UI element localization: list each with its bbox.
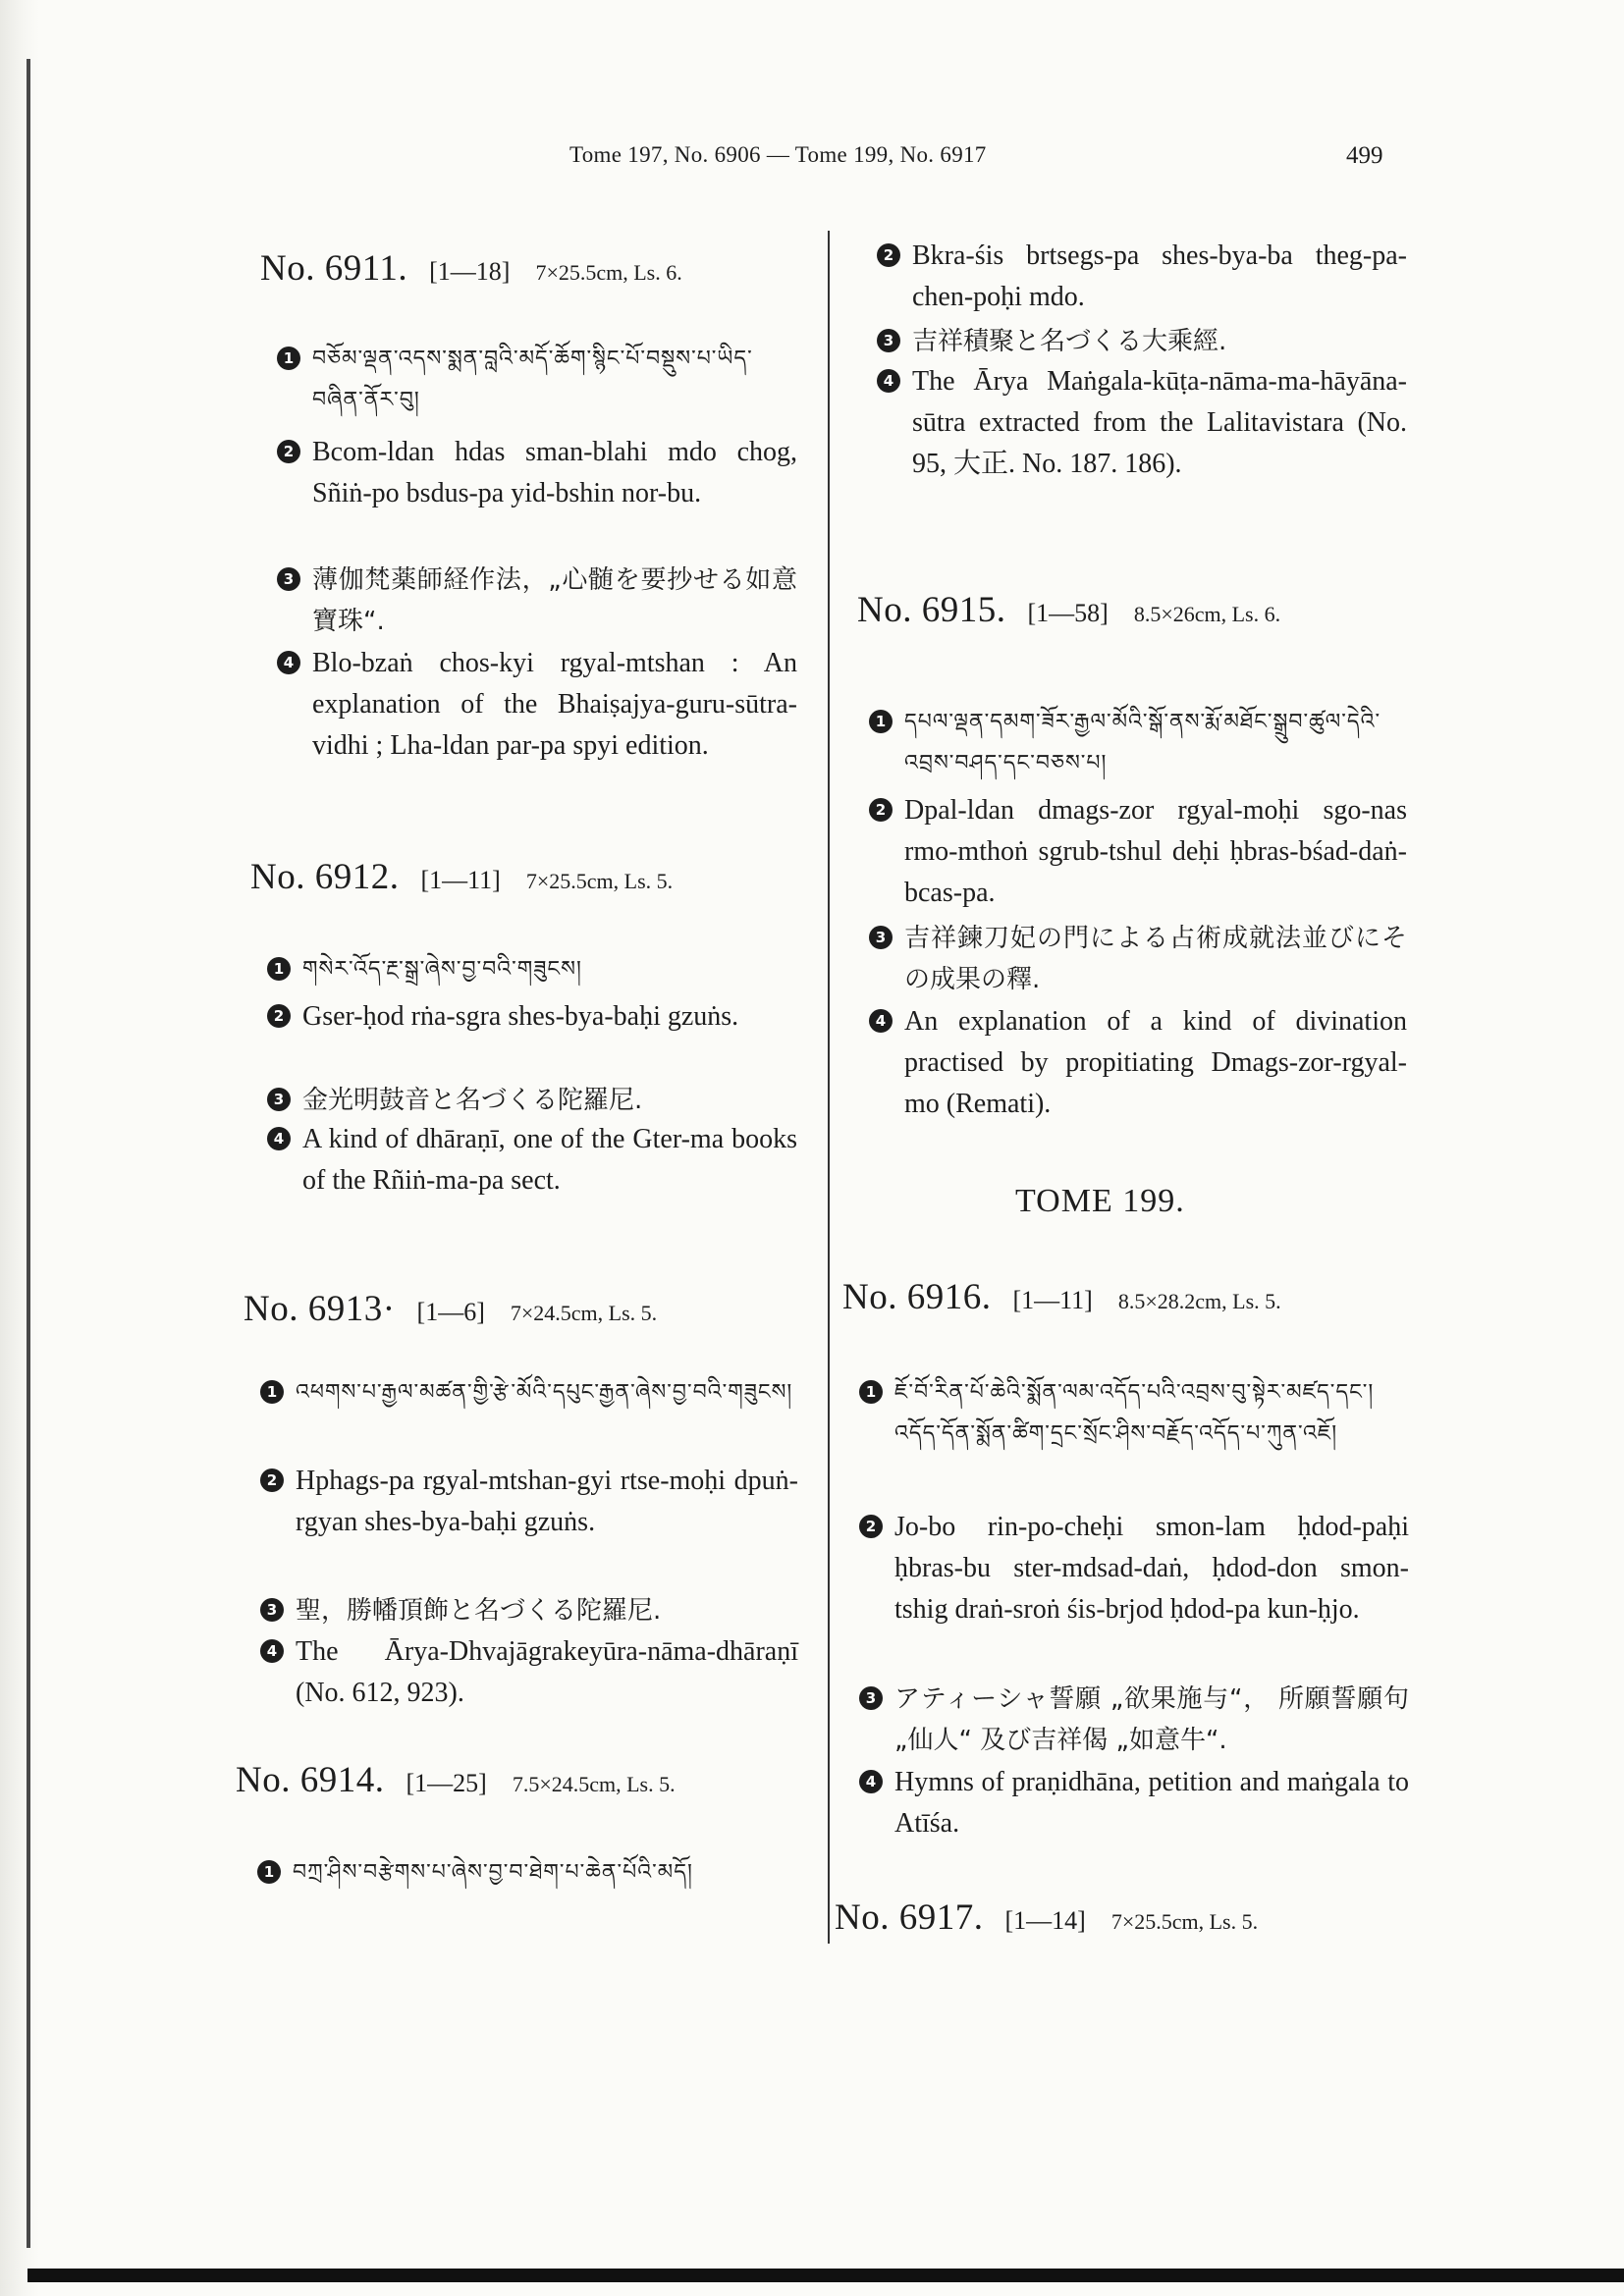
dimensions: 7×24.5cm, Ls. 5. <box>510 1301 658 1325</box>
dimensions: 7×25.5cm, Ls. 5. <box>525 869 674 893</box>
marker-1-icon: 1 <box>869 710 893 733</box>
dimensions: 8.5×28.2cm, Ls. 5. <box>1117 1289 1281 1313</box>
entry-6915-english <box>869 1001 1407 1125</box>
entry-6911-english <box>277 643 797 767</box>
entry-6916-tibetan <box>859 1372 1409 1455</box>
entry-6912-transliteration <box>267 996 797 1038</box>
transliteration: Bcom-ldan hdas sman-blahi mdo chog, Sñiṅ-po bsdus-pa yid-bshin nor-bu. <box>312 437 797 508</box>
marker-2-icon: 2 <box>869 798 893 822</box>
transliteration: Gser-ḥod rṅa-sgra shes-bya-baḥi gzuṅs. <box>302 1001 739 1032</box>
japanese-title: 金光明鼓音と名づくる陀羅尼. <box>302 1086 643 1115</box>
entry-6912-heading <box>250 856 673 898</box>
marker-2-icon: 2 <box>277 440 300 463</box>
column-divider <box>828 231 830 1944</box>
marker-1-icon: 1 <box>257 1860 281 1884</box>
marker-1-icon: 1 <box>267 957 291 981</box>
tibetan-title: བཀྲ་ཤིས་བརྩེགས་པ་ཞེས་བྱ་བ་ཐེག་པ་ཆེན་པོའི་མདོ། <box>293 1860 693 1885</box>
english-description: A kind of dhāraṇī, one of the Gter-ma books of the Rñiṅ-ma-pa sect. <box>302 1124 797 1196</box>
entry-6912-japanese <box>267 1080 797 1121</box>
english-description: Blo-bzaṅ chos-kyi rgyal-mtshan : An explanation of the Bhaiṣajya-guru-sūtra-vidhi ; Lha-ldan par-pa spyi edition. <box>312 648 797 761</box>
japanese-title: 吉祥積聚と名づくる大乘經. <box>912 327 1227 356</box>
marker-3-icon: 3 <box>277 567 300 591</box>
entry-6914-japanese <box>877 321 1407 362</box>
marker-4-icon: 4 <box>260 1639 284 1663</box>
entry-6916-heading <box>842 1276 1281 1318</box>
page-bottom-edge <box>27 2269 1624 2282</box>
entry-6913-japanese <box>260 1590 798 1631</box>
transliteration: Bkra-śis brtsegs-pa shes-bya-ba theg-pa-chen-poḥi mdo. <box>912 240 1407 312</box>
japanese-title: 吉祥鍊刀妃の門による占術成就法並びにその成果の釋. <box>904 924 1407 994</box>
entry-number: No. 6913· <box>244 1289 396 1329</box>
marker-1-icon: 1 <box>260 1380 284 1404</box>
entry-6914-english <box>877 361 1407 485</box>
entry-number: No. 6916. <box>842 1277 992 1317</box>
dimensions: 7.5×24.5cm, Ls. 5. <box>512 1772 676 1796</box>
entry-6911-transliteration <box>277 432 797 514</box>
english-description: The Ārya Maṅgala-kūṭa-nāma-ma-hāyāna-sūtra extracted from the Lalitavistara (No. 95, 大正. No. 187. 186). <box>912 366 1407 479</box>
japanese-title: 薄伽梵薬師経作法，„心髄を要抄せる如意寶珠“. <box>312 565 797 636</box>
entry-6912-english <box>267 1119 797 1201</box>
folio-range: [1—18] <box>429 257 511 286</box>
entry-6913-heading <box>244 1288 657 1330</box>
marker-2-icon: 2 <box>267 1004 291 1028</box>
marker-3-icon: 3 <box>260 1598 284 1622</box>
entry-number: No. 6912. <box>250 857 400 897</box>
marker-3-icon: 3 <box>869 926 893 949</box>
entry-number: No. 6911. <box>260 248 408 289</box>
english-description: The Ārya-Dhvajāgrakeyūra-nāma-dhāraṇī (No. 612, 923). <box>296 1636 798 1708</box>
english-description: Hymns of praṇidhāna, petition and maṅgala to Atīśa. <box>894 1767 1409 1839</box>
entry-6914-tibetan <box>257 1852 797 1894</box>
entry-6916-transliteration <box>859 1507 1409 1630</box>
entry-6914-transliteration <box>877 236 1407 318</box>
marker-3-icon: 3 <box>877 329 900 352</box>
folio-range: [1—14] <box>1004 1906 1086 1935</box>
marker-3-icon: 3 <box>859 1686 883 1710</box>
folio-range: [1—25] <box>406 1769 487 1797</box>
tibetan-title: འཕགས་པ་རྒྱལ་མཚན་གྱི་རྩེ་མོའི་དཔུང་རྒྱན་ཞེས་བྱ་བའི་གཟུངས། <box>296 1380 793 1405</box>
folio-range: [1—58] <box>1027 599 1109 627</box>
transliteration: Jo-bo rin-po-cheḥi smon-lam ḥdod-paḥi ḥbras-bu ster-mdsad-daṅ, ḥdod-don smon-tshig draṅ-sroṅ śis-brjod ḥdod-pa kun-ḥjo. <box>894 1512 1409 1625</box>
marker-4-icon: 4 <box>877 369 900 393</box>
transliteration: Dpal-ldan dmags-zor rgyal-moḥi sgo-nas rmo-mthoṅ sgrub-tshul deḥi ḥbras-bśad-daṅ-bcas-pa. <box>904 795 1407 908</box>
entry-6913-transliteration <box>260 1461 798 1543</box>
tibetan-title: ཇོ་བོ་རིན་པོ་ཆེའི་སྨོན་ལམ་འདོད་པའི་འབྲས་བུ་སྟེར་མཛད་དང་། འདོད་དོན་སྨོན་ཚིག་དྲང་སྲོང་ཤིས་བརྗོད་འདོད་པ་ཀུན་འཇོ། <box>894 1380 1375 1446</box>
dimensions: 7×25.5cm, Ls. 6. <box>535 260 682 285</box>
dimensions: 7×25.5cm, Ls. 5. <box>1110 1909 1259 1934</box>
tibetan-title: གསེར་འོད་རྔ་སྒྲ་ཞེས་བྱ་བའི་གཟུངས། <box>302 957 582 982</box>
japanese-title: 聖，勝幡頂飾と名づくる陀羅尼. <box>296 1596 662 1626</box>
dimensions: 8.5×26cm, Ls. 6. <box>1133 602 1281 626</box>
entry-number: No. 6914. <box>236 1760 385 1800</box>
running-head: Tome 197, No. 6906 — Tome 199, No. 6917 <box>569 142 987 167</box>
marker-1-icon: 1 <box>277 347 300 370</box>
entry-number: No. 6915. <box>857 590 1006 630</box>
marker-4-icon: 4 <box>277 651 300 674</box>
japanese-title: アティーシャ誓願 „欲果施与“， 所願誓願句 „仙人“ 及び吉祥偈 „如意牛“. <box>894 1684 1409 1755</box>
entry-6913-english <box>260 1631 798 1714</box>
marker-2-icon: 2 <box>260 1468 284 1492</box>
tibetan-title: བཅོམ་ལྡན་འདས་སྨན་བླའི་མདོ་ཆོག་སྙིང་པོ་བསྡུས་པ་ཡིད་བཞིན་ནོར་བུ། <box>312 347 753 412</box>
marker-3-icon: 3 <box>267 1088 291 1111</box>
entry-6914-heading <box>236 1759 676 1801</box>
entry-6915-tibetan <box>869 702 1407 784</box>
entry-6912-tibetan <box>267 949 797 990</box>
binding-shadow-line <box>27 59 30 2248</box>
entry-6917-heading <box>835 1896 1258 1939</box>
entry-number: No. 6917. <box>835 1897 984 1938</box>
entry-6915-japanese <box>869 918 1407 1000</box>
entry-6911-heading <box>260 247 682 290</box>
folio-range: [1—11] <box>1012 1286 1093 1314</box>
tome-heading: TOME 199. <box>1015 1183 1185 1219</box>
entry-6915-heading <box>857 589 1280 631</box>
marker-4-icon: 4 <box>859 1770 883 1793</box>
page-left-edge <box>0 0 39 2296</box>
entry-6916-english <box>859 1762 1409 1844</box>
marker-2-icon: 2 <box>859 1515 883 1538</box>
folio-range: [1—6] <box>416 1298 485 1326</box>
entry-6911-tibetan <box>277 339 797 421</box>
marker-2-icon: 2 <box>877 243 900 267</box>
entry-6911-japanese <box>277 560 797 642</box>
marker-4-icon: 4 <box>869 1009 893 1033</box>
english-description: An explanation of a kind of divination practised by propitiating Dmags-zor-rgyal-mo (Remati). <box>904 1006 1407 1119</box>
page-number: 499 <box>1346 142 1383 169</box>
entry-6913-tibetan <box>260 1372 798 1414</box>
tibetan-title: དཔལ་ལྡན་དམག་ཟོར་རྒྱལ་མོའི་སྒོ་ནས་རྨོ་མཐོང་སྒྲུབ་ཚུལ་དེའི་འབྲས་བཤད་དང་བཅས་པ། <box>904 710 1381 775</box>
entry-6916-japanese <box>859 1679 1409 1761</box>
transliteration: Hphags-pa rgyal-mtshan-gyi rtse-moḥi dpuṅ-rgyan shes-bya-baḥi gzuṅs. <box>296 1466 798 1537</box>
entry-6915-transliteration <box>869 790 1407 914</box>
marker-1-icon: 1 <box>859 1380 883 1404</box>
folio-range: [1—11] <box>420 866 501 894</box>
marker-4-icon: 4 <box>267 1127 291 1150</box>
